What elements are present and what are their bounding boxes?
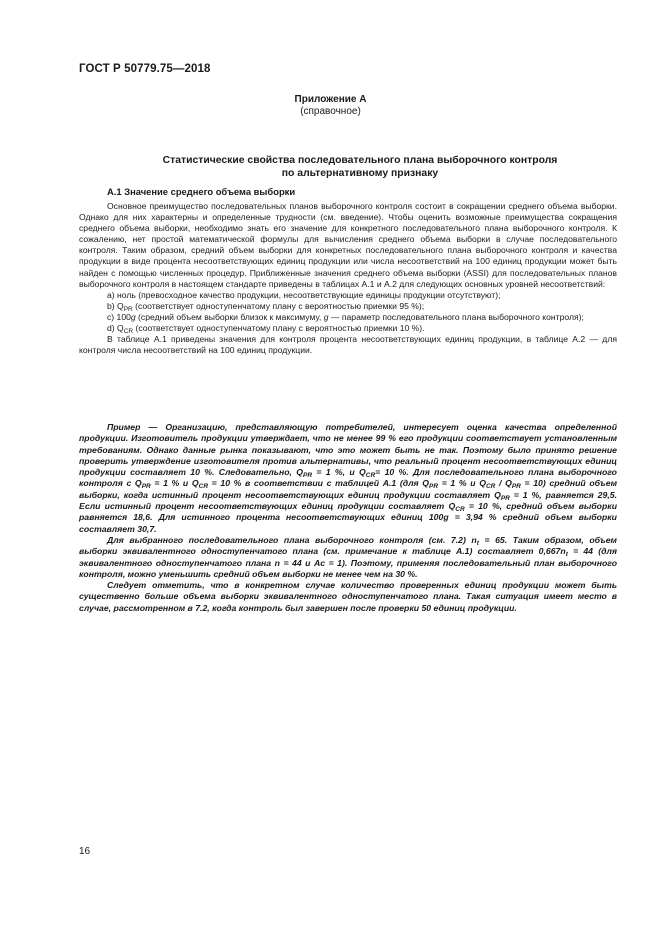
ex1-c: = 10 %. Для последовательного плана выборочного контроля с Q <box>79 467 617 489</box>
annex-main-title <box>90 155 630 180</box>
annex-title: Приложение А <box>294 94 367 105</box>
list-item-a: a) ноль (превосходное качество продукции, несоответствующие единицы продукции отсутствуют); <box>107 289 501 300</box>
list-c-mid: (средний объем выборки близок к максимуму, <box>135 311 324 322</box>
list-d-pre: d) Q <box>107 323 124 334</box>
ex1-e: = 10 % в соответствии с таблицей А.1 (для Q <box>208 478 430 489</box>
list-item-c <box>79 312 617 323</box>
example-paragraph-3: Следует отметить, что в конкретном случае количество проверенных единиц продукции может быть существенно больше объема выборки эквивалентного одноступенчатого плана. Такая ситуация имеет место в случае, рассмотренном в 7.2, когда контроль был завершен после проверки 50 единиц продукции. <box>79 580 617 613</box>
ex2-b: = 65. Таким образом, объем выборки эквивалентного одноступенчатого плана (см. примечание к таблице А.1) составляет 0,667n <box>79 534 617 557</box>
ex1-s6: CR <box>485 483 496 491</box>
list-b-post: (соответствует одноступенчатому плану с вероятностью приемки 95 %); <box>132 300 425 311</box>
ex1-a: Пример — Организацию, представляющую потребителей, интересует оценка качества определенной продукции. Изготовитель продукции утверждает, что не менее 99 % его продукции соответствует установленным требованиям. Однако данные рынка показывают, что это может быть не так. Поэтому было принято решение проверить утверждение изготовителя против альтернативы, что реальный процент несоответствующих единиц продукции составляет 10 %. Следовательно, Q <box>79 422 617 478</box>
example-block <box>79 422 617 614</box>
ex1-s7: PR <box>511 483 521 491</box>
ex1-d: = 1 % и Q <box>150 478 199 489</box>
main-title-line-2: по альтернативному признаку <box>281 167 439 179</box>
section-heading: А.1 Значение среднего объема выборки <box>107 186 296 197</box>
ex1-s9: CR <box>455 506 465 514</box>
example-paragraph-2 <box>79 535 617 580</box>
body-paragraph-2: В таблице А.1 приведены значения для контроля процента несоответствующих единиц продукции, в таблице А.2 — для контроля числа несоответствий на 100 единиц продукции. <box>79 334 617 356</box>
ex2-a: Для выбранного последовательного плана выборочного контроля (см. 7.2) n <box>107 534 477 545</box>
section-body <box>79 201 617 356</box>
list-d-sub: CR <box>123 328 134 336</box>
ex1-s4: CR <box>198 483 209 491</box>
ex1-g: / Q <box>495 478 512 489</box>
list-item-b <box>79 301 617 312</box>
list-c-g: g <box>130 311 136 322</box>
list-item-d <box>79 323 617 334</box>
list-d-post: (соответствует одноступенчатому плану с вероятностью приемки 10 %). <box>133 323 425 334</box>
ex1-s8: PR <box>500 494 510 502</box>
annex-subtitle: (справочное) <box>300 106 361 117</box>
ex1-s1: PR <box>303 472 313 480</box>
ex1-i: = 1 %, равняется 29,5. Если истинный процент несоответствующих единиц продукции составляет Q <box>79 489 618 512</box>
ex1-j: = 10 %, средний объем выборки равняется 18,6. Для истинного процента несоответствующих единиц 100g = 3,94 % средний объем выборки составляет 30,7. <box>79 501 617 534</box>
ex1-s2: CR <box>365 472 376 480</box>
standard-designation: ГОСТ Р 50779.75—2018 <box>79 63 211 75</box>
ex1-h: = 10) средний объем выборки, когда истинный процент несоответствующих единиц продукции составляет Q <box>79 478 618 500</box>
ex2-c: = 44 (для эквивалентного одноступенчатого плана n = 44 и Ac = 1). Поэтому, применяя последовательный план выборочного контроля, можно уменьшить средний объем выборки не менее чем на 30 %. <box>79 546 618 579</box>
body-paragraph-1: Основное преимущество последовательных планов выборочного контроля состоит в сокращении среднего объема выборки. Однако для них характерны и определенные трудности (см. введение). Чтобы оценить возможные преимущества сокращения среднего объема выборки, необходимо знать его значение для конкретного последовательного плана выборочного контроля. К сожалению, нет простой математической формулы для вычисления среднего объема выборки в случае последовательного контроля. Таким образом, средний объем выборки для конкретных последовательного плана выборочного контроля и качества продукции в виде процента несоответствующих единиц продукции или числа несоответствий на 100 единиц продукции может быть найден с помощью численных процедур. Приближенные значения среднего объема выборки (ASSI) для последовательных планов выборочного контроля в настоящем стандарте приведены в таблицах А.1 и А.2 для следующих основных уровней несоответствий: <box>79 201 617 289</box>
annex-heading <box>0 94 661 118</box>
list-b-sub: PR <box>123 305 133 313</box>
list-c-post: — параметр последовательного плана выборочного контроля); <box>328 311 584 322</box>
ex1-b: = 1 %, и Q <box>312 467 366 478</box>
list-c-g2: g <box>323 311 329 322</box>
list-c-pre: c) 100 <box>107 311 131 322</box>
main-title-line-1: Статистические свойства последовательного плана выборочного контроля <box>162 155 558 166</box>
ex2-s2: t <box>565 551 568 559</box>
ex2-s1: t <box>476 539 479 547</box>
list-b-pre: b) Q <box>107 300 124 311</box>
example-paragraph-1 <box>79 422 617 535</box>
ex1-s3: PR <box>141 483 151 491</box>
ex1-s5: PR <box>429 483 439 491</box>
page-number: 16 <box>79 846 91 857</box>
ex1-f: = 1 % и Q <box>438 478 486 489</box>
